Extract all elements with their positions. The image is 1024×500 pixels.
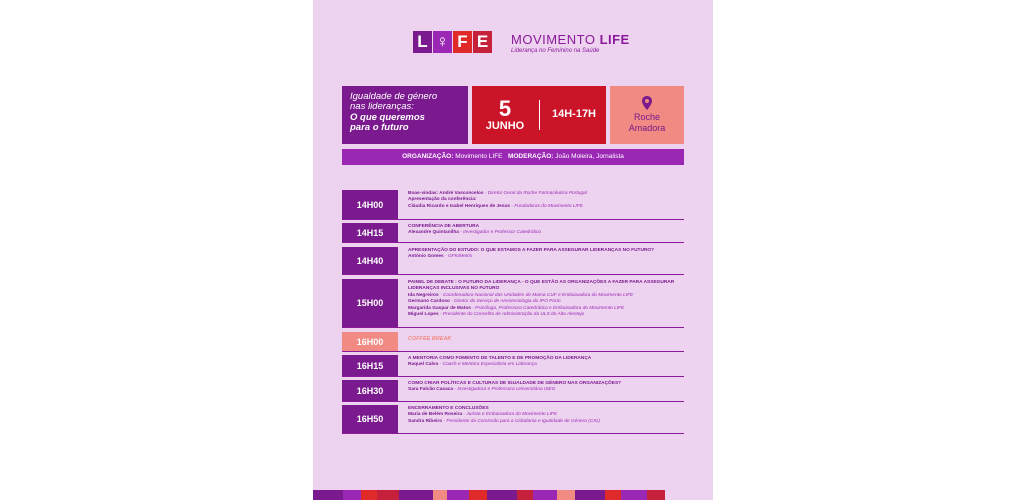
agenda-time: 14H00 [342,190,398,219]
event-location-box [610,86,684,144]
title-line-4: para o futuro [350,122,409,133]
speaker-role: - Diretor do Serviço de Anestesiologia do IPO Porto [449,299,561,305]
stripe-segment [377,490,399,500]
agenda-description [408,224,684,237]
title-line-1: Igualdade de género [350,91,438,102]
speaker-role: - Presidente da Comissão para a Cidadania e Igualdade de Género (CIG) [442,418,600,424]
speaker-name: Apresentação da conferência: [408,197,477,203]
agenda-time: 16H30 [342,380,398,401]
speaker-line [408,362,684,368]
agenda-row [342,247,684,275]
speaker-name: Sara Falcão Casaca [408,387,454,393]
agenda-description [408,333,684,342]
agenda-heading: CONFERÊNCIA DE ABERTURA [408,224,480,229]
speaker-line [408,230,684,236]
agenda-heading: PAINEL DE DEBATE : O FUTURO DA LIDERANÇA - O QUE ESTÃO AS ORGANIZAÇÕES A FAZER PARA ASSEGURAR LIDERANÇAS INCLUSIVAS NO FUTURO [408,280,675,292]
agenda-time: 16H15 [342,355,398,376]
agenda-row [342,380,684,402]
agenda-time: 14H15 [342,223,398,242]
speaker-name: Raquel Calvo [408,362,439,368]
speaker-name: Maria de Belém Roseira [408,412,463,418]
agenda-heading: A MENTORIA COMO FOMENTO DE TALENTO E DE PROMOÇÃO DA LIDERANÇA [408,356,592,361]
stripe-segment [557,490,575,500]
organization-bar [342,149,684,165]
brand-tagline: Liderança no Feminino na Saúde [511,48,600,54]
agenda-heading: COMO CRIAR POLÍTICAS E CULTURAS DE IGUALDADE DE GÉNERO NAS ORGANIZAÇÕES? [408,381,622,386]
speaker-role: - Psicóloga, Professora Catedrática e Embaixadora do Movimento LIFE [470,305,625,311]
place-line-1: Roche [633,112,660,122]
date-divider [539,100,540,130]
speaker-name: Margarida Gaspar de Matos [408,305,471,311]
title-line-3: O que queremos [350,112,425,123]
agenda-time: 16H50 [342,405,398,433]
stripe-segment [575,490,605,500]
speaker-name: Sandra Ribeiro [408,418,443,424]
life-logo [413,31,493,53]
speaker-role: - GFK/Metris [443,254,473,260]
speaker-role: - Jurista e Embaixadora do Movimento LIFE [462,412,558,418]
agenda-description [408,280,684,318]
title-line-2: nas lideranças: [350,101,414,112]
event-place [610,112,684,134]
event-day: 5 [498,96,512,121]
female-symbol-icon: ♀ [433,31,452,53]
agenda-row [342,190,684,220]
event-title-box [342,86,468,144]
brand-prefix: MOVIMENTO [511,32,596,47]
agenda-time: 14H40 [342,247,398,274]
speaker-role: - Diretor Geral da Roche Farmacêutica Portugal [483,191,587,196]
stripe-segment [361,490,377,500]
agenda-time: 15H00 [342,279,398,327]
moderation-label: MODERAÇÃO: [507,153,554,160]
agenda-row [342,332,684,352]
agenda-row [342,355,684,377]
org-label: ORGANIZAÇÃO: [402,153,454,160]
agenda-description [408,406,684,425]
stripe-segment [343,490,361,500]
stripe-segment [399,490,433,500]
agenda-row [342,223,684,243]
event-date-box [472,86,606,144]
agenda-description [408,356,684,369]
logo-letter-f: F [453,31,472,53]
speaker-line [408,204,684,210]
stripe-segment [605,490,621,500]
logo-letter-l: L [413,31,432,53]
speaker-role: - Investigadora e Professora Universitária ISEG [453,387,556,393]
org-value: Movimento LIFE [455,153,503,160]
stripe-segment [647,490,665,500]
stripe-segment [517,490,533,500]
decorative-stripes [313,490,713,500]
stripe-segment [447,490,469,500]
coffee-break-label: COFFEE BREAK [408,336,452,342]
stripe-segment [487,490,517,500]
speaker-line [408,312,684,318]
speaker-role: - Fundadoras do Movimento LIFE [510,203,583,209]
speaker-line [408,419,684,425]
brand-block [511,32,630,54]
agenda-heading: APRESENTAÇÃO DO ESTUDO: O QUE ESTAMOS A FAZER PARA ASSEGURAR LIDERANÇAS NO FUTURO? [408,248,655,253]
speaker-name: Boas-vindas: André Vasconcelos [408,191,484,196]
agenda-description [408,248,684,261]
event-month: JUNHO [485,120,525,132]
speaker-role: - Presidente do Conselho de Administração da ULS do Alto Alentejo [438,312,585,318]
speaker-role: - Investigador e Professor Catedrático [458,230,542,236]
agenda-row [342,405,684,434]
speaker-line [408,387,684,393]
agenda-time: 16H00 [342,332,398,351]
speaker-name: Germano Cardoso [408,299,450,305]
stripe-segment [433,490,447,500]
agenda-description [408,191,684,210]
speaker-name: Miguel Lopes [408,312,439,318]
speaker-name: Alexandre Quintanilha [408,230,459,236]
stripe-segment [313,490,343,500]
event-poster [313,0,713,500]
logo-letter-e: E [473,31,492,53]
event-time: 14H-17H [551,108,597,120]
brand-name [511,32,630,47]
agenda-heading: ENCERRAMENTO E CONCLUSÕES [408,406,489,411]
speaker-name: Cláudia Ricardo e Isabel Henriques de Jesus [408,203,511,209]
speaker-name: António Gomes [408,254,444,260]
stripe-segment [533,490,557,500]
speaker-role: - Coach e Mentora Especialista em Liderança [438,362,537,368]
place-line-2: Amadora [628,123,666,133]
speaker-line [408,254,684,260]
location-pin-icon [641,96,653,110]
brand-bold: LIFE [599,32,630,47]
moderation-value: João Moleira, Jornalista [555,153,624,160]
speaker-name: Ida Negreiros [408,292,439,298]
speaker-role: - Coordenadora Nacional das Unidades de Mama CUF e Embaixadora do Movimento LIFE [438,292,634,298]
stripe-segment [621,490,647,500]
stripe-segment [469,490,487,500]
agenda-row [342,279,684,328]
agenda-description [408,381,684,394]
